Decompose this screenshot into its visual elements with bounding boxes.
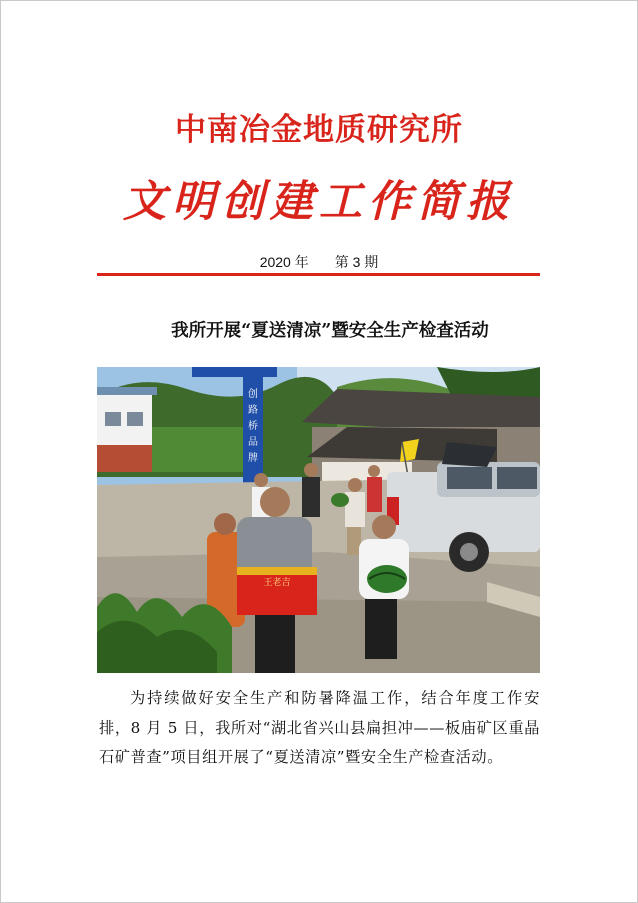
issue-line [0,252,638,272]
article-paragraph: 为持续做好安全生产和防暑降温工作，结合年度工作安排，8 月 5 日，我所对“湖北省兴山县扁担冲——板庙矿区重晶石矿普查”项目组开展了“夏送清凉”暨安全生产检查活动。 [99,689,540,766]
sign-text [248,387,258,464]
article-photo [97,367,540,673]
organization-title: 中南冶金地质研究所 [175,112,463,148]
bulletin-title: 文明创建工作简报 [123,177,515,227]
issue-number: 第 3 期 [334,254,379,270]
box-label [263,576,290,588]
svg-text:创路桥品牌: 创路桥品牌 [248,389,258,464]
issue-year: 2020 年 [259,254,309,270]
svg-text:王老吉: 王老吉 [263,578,291,588]
article-headline: 我所开展“夏送清凉”暨安全生产检查活动 [171,321,489,341]
header-divider [97,273,540,276]
